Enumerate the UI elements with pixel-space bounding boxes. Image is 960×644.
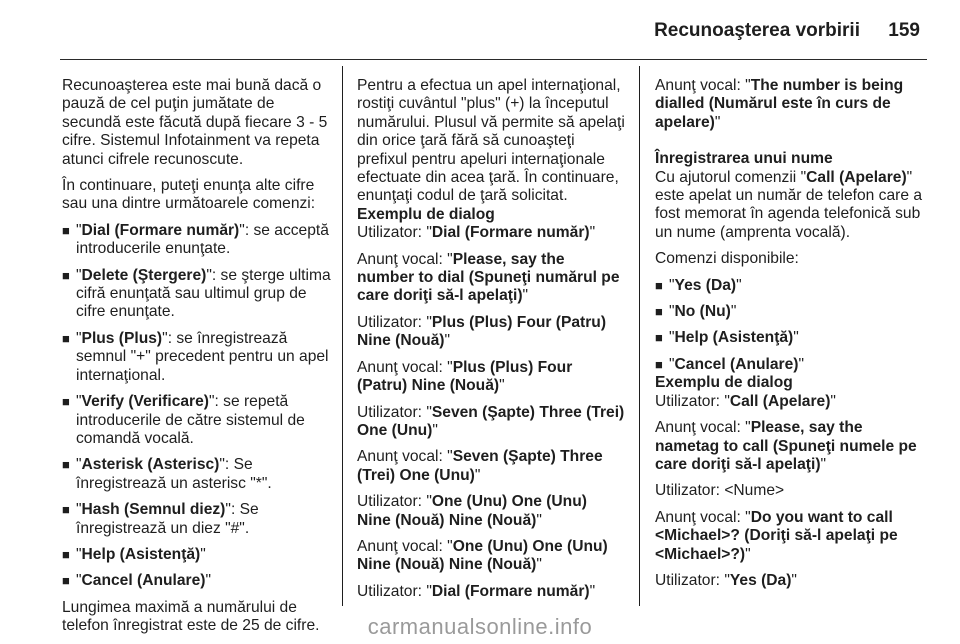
utterance: Please, say the number to dial (Spuneţi numărul pe care doriţi să-l apelaţi): [357, 250, 620, 305]
dialog-line: Utilizator: "Call (Apelare)": [655, 392, 836, 410]
dialog-line: Utilizator: "Dial (Formare număr)": [357, 224, 596, 242]
bullet-icon: ■: [62, 457, 70, 473]
utterance: Dial (Formare număr): [431, 582, 590, 600]
section-heading: Înregistrarea unui nume: [655, 150, 833, 168]
bullet-icon: ■: [62, 222, 70, 238]
command-desc: : se repetă introducerile de către sistemul de comandă vocală.: [76, 393, 305, 447]
list-item: ■ "Cancel (Anulare)": [655, 355, 805, 373]
dialog-line: Utilizator: "One (Unu) One (Unu) Nine (Nouă) Nine (Nouă)": [357, 493, 587, 529]
command-desc: : se înregistrează semnul "+" precedent pentru un apel internaţional.: [76, 329, 329, 384]
paragraph: În continuare, puteţi enunţa alte cifre sau una dintre următoarele comenzi:: [62, 177, 316, 213]
speaker: Anunţ vocal:: [357, 537, 448, 555]
command-desc: : se acceptă introducerile enunţate.: [76, 221, 329, 258]
utterance: Plus (Plus) Four (Patru) Nine (Nouă): [357, 313, 607, 350]
utterance: Please, say the nametag to call (Spuneţi numele pe care doriţi să-l apelaţi): [655, 419, 917, 473]
section-heading: Exemplu de dialog: [357, 205, 495, 223]
list-item: ■ "Hash (Semnul diez)": Se înregistrează un diez "#".: [62, 501, 259, 537]
utterance: One (Unu) One (Unu) Nine (Nouă) Nine (Nouă): [357, 493, 587, 529]
list-item: ■ "Plus (Plus)": se înregistrează semnul "+" precedent pentru un apel internaţional.: [62, 329, 329, 384]
list-item: ■ "Delete (Ştergere)": se şterge ultima cifră enunţată sau ultimul grup de cifre enunţate.: [62, 266, 331, 321]
column-divider: [342, 66, 343, 606]
command-desc: : Se înregistrează un diez "#".: [76, 501, 259, 537]
bullet-icon: ■: [62, 394, 70, 410]
column-2: [357, 77, 625, 609]
bullet-icon: ■: [62, 502, 70, 518]
list-item: ■ "Dial (Formare număr)": se acceptă introducerile enunţate.: [62, 221, 329, 258]
command-label: Plus (Plus): [81, 329, 163, 347]
dialog-line: Utilizator: "Dial (Formare număr)": [357, 582, 596, 600]
bullet-icon: ■: [655, 277, 663, 293]
paragraph: [655, 169, 923, 243]
bullet-icon: ■: [655, 330, 663, 346]
list-item: ■ "Help (Asistenţă)": [655, 329, 799, 347]
speaker: Utilizator:: [655, 392, 725, 410]
command-label: Help (Asistenţă): [674, 329, 794, 347]
paragraph: Recunoaşterea este mai bună dacă o pauză de cel puţin jumătate de secundă este făcută după fiecare 3 - 5 cifre. Sistemul Infotainment va repeta atunci cifrele recunoscute.: [62, 77, 328, 168]
command-desc: : se şterge ultima cifră enunţată sau ultimul grup de cifre enunţate.: [76, 266, 331, 321]
header-divider: [60, 59, 927, 60]
list-item: ■ "Yes (Da)": [655, 276, 742, 294]
dialog-line: Anunţ vocal: "The number is being dialled (Numărul este în curs de apelare)": [655, 77, 904, 131]
command-label: No (Nu): [674, 303, 731, 321]
utterance: Plus (Plus) Four (Patru) Nine (Nouă): [357, 358, 573, 395]
speaker: Utilizator:: [357, 403, 427, 421]
speaker: Anunţ vocal:: [655, 508, 746, 526]
dialog-line: Anunţ vocal: "Please, say the number to dial (Spuneţi numărul pe care doriţi să-l apelaţi)": [357, 250, 620, 305]
list-item: ■ "Help (Asistenţă)": [62, 545, 206, 563]
utterance: Call (Apelare): [729, 392, 831, 410]
utterance: Dial (Formare număr): [431, 224, 590, 242]
dialog-line: Utilizator: "Plus (Plus) Four (Patru) Nine (Nouă)": [357, 313, 607, 350]
speaker: Anunţ vocal:: [357, 358, 448, 376]
command-label: Verify (Verificare): [81, 393, 209, 411]
dialog-line: Anunţ vocal: "Do you want to call <Michael>? (Doriţi să-l apelaţi pe <Michael>?)": [655, 508, 898, 563]
speaker: Utilizator:: [357, 582, 427, 600]
column-3: [655, 77, 923, 598]
paragraph: Comenzi disponibile:: [655, 250, 799, 268]
utterance: Yes (Da): [729, 571, 792, 589]
text: Cu ajutorul comenzii ": [655, 168, 807, 186]
command-label: Cancel (Anulare): [81, 572, 206, 590]
command-label: Asterisk (Asterisc): [81, 456, 220, 474]
speaker: Anunţ vocal:: [655, 77, 746, 94]
command-list: [655, 277, 923, 375]
utterance: The number is being dialled (Numărul este în curs de apelare): [655, 77, 904, 131]
page-title: Recunoaşterea vorbirii: [654, 20, 860, 41]
dialog-line: Anunţ vocal: "Seven (Şapte) Three (Trei) One (Unu)": [357, 448, 603, 484]
bullet-icon: ■: [655, 356, 663, 372]
paragraph: Lungimea maximă a numărului de telefon înregistrat este de 25 de cifre.: [62, 598, 320, 635]
section-heading: Exemplu de dialog: [655, 374, 793, 392]
bullet-icon: ■: [62, 546, 70, 562]
page-header: [0, 0, 960, 60]
dialog-line: Anunţ vocal: "One (Unu) One (Unu) Nine (Nouă) Nine (Nouă)": [357, 537, 608, 574]
paragraph: Pentru a efectua un apel internaţional, rostiţi cuvântul "plus" (+) la începutul numărului. Plusul vă permite să apelaţi din orice ţară fără să cunoaşteţi prefixul pentru apeluri internaţionale efectuate din acea ţară. În continuare, enunţaţi codul de ţară solicitat.: [357, 77, 625, 205]
column-1: [62, 77, 332, 644]
text: " este apelat un număr de telefon care a fost memorat în agenda telefonică sub un nume (amprenta vocală).: [655, 168, 923, 241]
speaker: Utilizator:: [357, 224, 427, 242]
speaker: Utilizator:: [357, 493, 427, 511]
utterance: Seven (Şapte) Three (Trei) One (Unu): [357, 403, 625, 439]
command-label: Delete (Ştergere): [81, 266, 207, 284]
dialog-line: Utilizator: "Seven (Şapte) Three (Trei) One (Unu)": [357, 403, 625, 439]
bullet-icon: ■: [655, 304, 663, 320]
utterance: One (Unu) One (Unu) Nine (Nouă) Nine (Nouă): [357, 537, 608, 574]
list-item: ■ "Cancel (Anulare)": [62, 572, 212, 590]
command-list: [62, 222, 332, 591]
dialog-line: Utilizator: "Yes (Da)": [655, 571, 797, 589]
command-desc: : Se înregistrează un asterisc "*".: [76, 456, 272, 492]
bullet-icon: ■: [62, 573, 70, 589]
list-item: ■ "Verify (Verificare)": se repetă introducerile de către sistemul de comandă vocală.: [62, 393, 305, 447]
list-item: ■ "No (Nu)": [655, 303, 737, 321]
utterance: Seven (Şapte) Three (Trei) One (Unu): [357, 448, 603, 484]
command-label: Call (Apelare): [806, 168, 907, 186]
dialog-line: Utilizator: <Nume>: [655, 482, 785, 500]
watermark: carmanualsonline.info: [367, 614, 593, 639]
list-item: ■ "Asterisk (Asterisc)": Se înregistrează un asterisc "*".: [62, 456, 272, 492]
command-label: Dial (Formare număr): [81, 221, 240, 239]
column-divider: [639, 66, 640, 606]
command-label: Yes (Da): [674, 276, 737, 294]
speaker: Anunţ vocal:: [357, 250, 448, 268]
page-number: 159: [888, 20, 920, 41]
speaker: Anunţ vocal:: [655, 419, 746, 437]
speaker: Utilizator:: [655, 571, 725, 589]
dialog-line: Anunţ vocal: "Plus (Plus) Four (Patru) Nine (Nouă)": [357, 358, 573, 395]
speaker: Anunţ vocal:: [357, 448, 448, 466]
command-label: Hash (Semnul diez): [81, 501, 226, 519]
bullet-icon: ■: [62, 330, 70, 346]
bullet-icon: ■: [62, 267, 70, 283]
utterance: Do you want to call <Michael>? (Doriţi să-l apelaţi pe <Michael>?): [655, 508, 898, 563]
command-label: Cancel (Anulare): [674, 355, 799, 373]
command-label: Help (Asistenţă): [81, 545, 201, 563]
dialog-line: Anunţ vocal: "Please, say the nametag to call (Spuneţi numele pe care doriţi să-l apelaţi)": [655, 419, 917, 473]
speaker: Utilizator:: [357, 313, 427, 331]
